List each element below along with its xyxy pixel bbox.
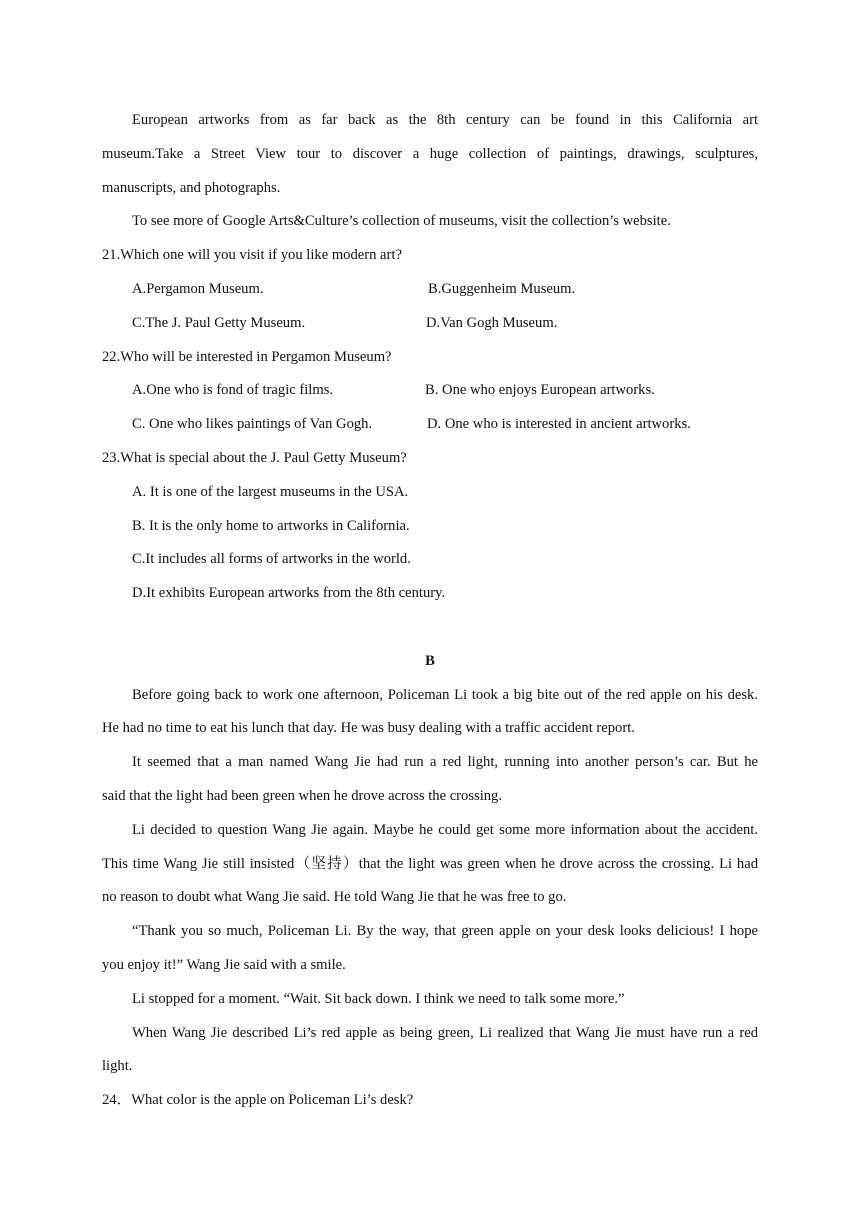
question-22-option-a: A.One who is fond of tragic films. xyxy=(132,382,334,399)
passage-b-line-1: Before going back to work one afternoon, Policeman Li took a big bite out of the red apple on his desk. xyxy=(132,686,758,703)
document-content xyxy=(102,109,758,1123)
question-22-options-row-2 xyxy=(102,413,758,447)
question-22-option-c: C. One who likes paintings of Van Gogh. xyxy=(132,416,373,433)
question-22-option-b: B. One who enjoys European artworks. xyxy=(425,382,655,399)
passage-b-line-3: It seemed that a man named Wang Jie had run a red light, running into another person’s car. But he xyxy=(132,754,758,771)
passage-a-paragraph-2: To see more of Google Arts&Culture’s collection of museums, visit the collection’s website. xyxy=(132,213,671,230)
question-21-stem: 21.Which one will you visit if you like modern art? xyxy=(102,247,402,264)
question-22-options-row-1 xyxy=(102,379,758,413)
passage-b-line-12: light. xyxy=(102,1058,133,1075)
question-21-options-row-1 xyxy=(102,278,758,312)
passage-b-line-11: When Wang Jie described Li’s red apple as being green, Li realized that Wang Jie must have run a red xyxy=(132,1024,758,1041)
question-23-option-c: C.It includes all forms of artworks in the world. xyxy=(132,551,411,568)
passage-b-line-4: said that the light had been green when he drove across the crossing. xyxy=(102,787,502,804)
passage-a-paragraph-1-line-2: museum.Take a Street View tour to discover a huge collection of paintings, drawings, sculptures, xyxy=(102,145,758,162)
passage-b-line-10: Li stopped for a moment. “Wait. Sit back down. I think we need to talk some more.” xyxy=(132,990,625,1007)
question-24-stem: 24．What color is the apple on Policeman Li’s desk? xyxy=(102,1092,414,1109)
question-21-option-b: B.Guggenheim Museum. xyxy=(428,280,576,297)
passage-b-line-2: He had no time to eat his lunch that day. He was busy dealing with a traffic accident report. xyxy=(102,720,635,737)
section-spacer xyxy=(102,616,758,650)
passage-b-line-9: you enjoy it!” Wang Jie said with a smile. xyxy=(102,956,346,973)
passage-b-line-7: no reason to doubt what Wang Jie said. He told Wang Jie that he was free to go. xyxy=(102,889,567,906)
question-21-option-c: C.The J. Paul Getty Museum. xyxy=(132,314,306,331)
question-23-stem: 23.What is special about the J. Paul Getty Museum? xyxy=(102,449,407,466)
question-21-options-row-2 xyxy=(102,312,758,346)
question-22-option-d: D. One who is interested in ancient artworks. xyxy=(427,416,691,433)
question-22-stem: 22.Who will be interested in Pergamon Museum? xyxy=(102,348,392,365)
question-23-option-d: D.It exhibits European artworks from the 8th century. xyxy=(132,585,446,602)
question-21-option-d: D.Van Gogh Museum. xyxy=(426,314,558,331)
passage-b-line-8: “Thank you so much, Policeman Li. By the way, that green apple on your desk looks delicious! I hope xyxy=(132,923,758,940)
passage-b-line-5: Li decided to question Wang Jie again. Maybe he could get some more information about the accident. xyxy=(132,821,758,838)
question-21-option-a: A.Pergamon Museum. xyxy=(132,280,264,297)
question-23-option-b: B. It is the only home to artworks in California. xyxy=(132,517,410,534)
question-23-option-a: A. It is one of the largest museums in the USA. xyxy=(132,483,409,500)
passage-a-paragraph-1-line-3: manuscripts, and photographs. xyxy=(102,179,281,196)
section-b-heading: B xyxy=(425,652,435,669)
passage-a-paragraph-1-line-1: European artworks from as far back as the 8th century can be found in this California art xyxy=(132,112,758,128)
passage-b-line-6: This time Wang Jie still insisted（坚持）that the light was green when he drove across the crossing. Li had xyxy=(102,855,758,872)
